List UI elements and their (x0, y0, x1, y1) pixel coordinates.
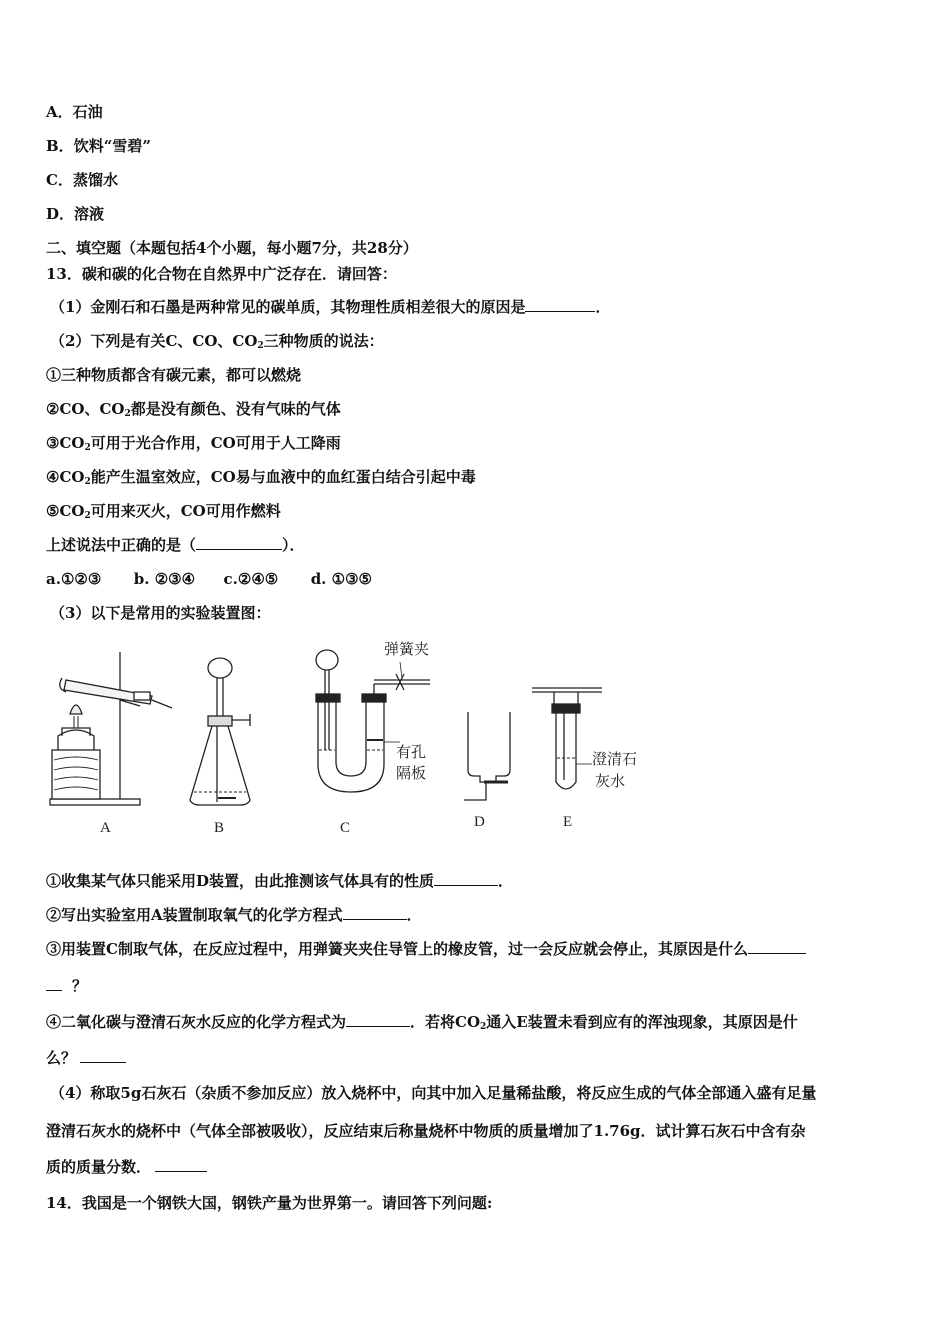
option-d: D．溶液 (46, 205, 105, 223)
correct-statements: 上述说法中正确的是（ ）． (46, 536, 305, 554)
option-a: A．石油 (46, 103, 103, 121)
apparatus-e (532, 688, 602, 789)
apparatus-d (464, 712, 510, 800)
statement-3: $③CO_2$可用于光合作用，CO可用于人工降雨 (46, 434, 341, 453)
choice-row (46, 569, 372, 589)
limewater-label-1: 澄清石 (592, 750, 638, 768)
section-heading: 二、填空题（本题包括4个小题，每小题7分，共28分） (46, 239, 418, 257)
label-b: B (214, 820, 225, 836)
porous-label-1: 有孔 (396, 743, 427, 761)
statement-5: $⑤CO_2$可用来灭火，CO可用作燃料 (46, 502, 281, 521)
statement-4: $④CO_2$能产生温室效应，CO易与血液中的血红蛋白结合引起中毒 (46, 468, 476, 487)
q13-part4-line3: 质的质量分数． (46, 1157, 207, 1177)
option-c: C．蒸馏水 (46, 171, 118, 189)
answer-blank[interactable] (748, 939, 806, 954)
choice-b[interactable]: b. ②③④ (133, 570, 196, 588)
answer-blank[interactable] (80, 1048, 126, 1063)
q13-part2: （2）下列是有关C、CO、$CO_2$三种物质的说法： (50, 332, 384, 351)
q13-part4-line1: （4）称取5g石灰石（杂质不参加反应）放入烧杯中，向其中加入足量稀盐酸，将反应生成的气体全部通入盛有足量 (50, 1084, 817, 1102)
answer-blank[interactable] (46, 976, 62, 991)
choice-d[interactable]: d. ①③⑤ (310, 570, 372, 588)
label-c: C (340, 820, 351, 836)
item-1: ①收集某气体只能采用D装置，由此推测该气体具有的性质 ． (46, 872, 514, 890)
q13-part4-line2: 澄清石灰水的烧杯中（气体全部被吸收），反应结束后称量烧杯中物质的质量增加了1.76g．试计算石灰石中含有杂 (46, 1122, 806, 1140)
q13-part3: （3）以下是常用的实验装置图： (50, 604, 271, 622)
label-a: A (100, 820, 111, 836)
answer-blank[interactable] (196, 535, 282, 550)
item-3: ③用装置C制取气体，在反应过程中，用弹簧夹夹住导管上的橡皮管，过一会反应就会停止，其原因是什么 (46, 939, 806, 959)
q14-stem: 14．我国是一个钢铁大国，钢铁产量为世界第一。请回答下列问题: (46, 1194, 493, 1212)
statement-2: ②CO、$CO_2$都是没有颜色、没有气味的气体 (46, 400, 341, 419)
item-4-cont: 么？ (46, 1048, 126, 1068)
choice-c[interactable]: c.②④⑤ (223, 570, 279, 588)
clamp-label: 弹簧夹 (384, 640, 430, 658)
label-e: E (563, 814, 573, 830)
limewater-label-2: 灰水 (595, 772, 626, 790)
item-4: ④二氧化碳与澄清石灰水反应的化学方程式为 ．若将$CO_2$通入E装置未看到应有的浑浊现象，其原因是什 (46, 1013, 798, 1032)
apparatus-figure (40, 632, 660, 837)
q13-part1: （1）金刚石和石墨是两种常见的碳单质，其物理性质相差很大的原因是 ． (50, 298, 611, 316)
option-b: B．饮料“雪碧” (46, 137, 151, 155)
statement-1: ①三种物质都含有碳元素，都可以燃烧 (46, 366, 302, 384)
answer-blank[interactable] (434, 871, 498, 886)
choice-a[interactable]: a.①②③ (46, 570, 102, 588)
answer-blank[interactable] (525, 297, 595, 312)
answer-blank[interactable] (346, 1012, 410, 1027)
q13-stem: 13．碳和碳的化合物在自然界中广泛存在．请回答： (46, 265, 397, 283)
label-d: D (474, 814, 485, 830)
item-2: ②写出实验室用A装置制取氧气的化学方程式 ． (46, 906, 422, 924)
answer-blank[interactable] (155, 1157, 207, 1172)
apparatus-a (50, 652, 172, 805)
apparatus-b (190, 658, 250, 805)
porous-label-2: 隔板 (396, 764, 427, 782)
answer-blank[interactable] (343, 905, 407, 920)
item-3-cont: ？ (46, 976, 87, 996)
